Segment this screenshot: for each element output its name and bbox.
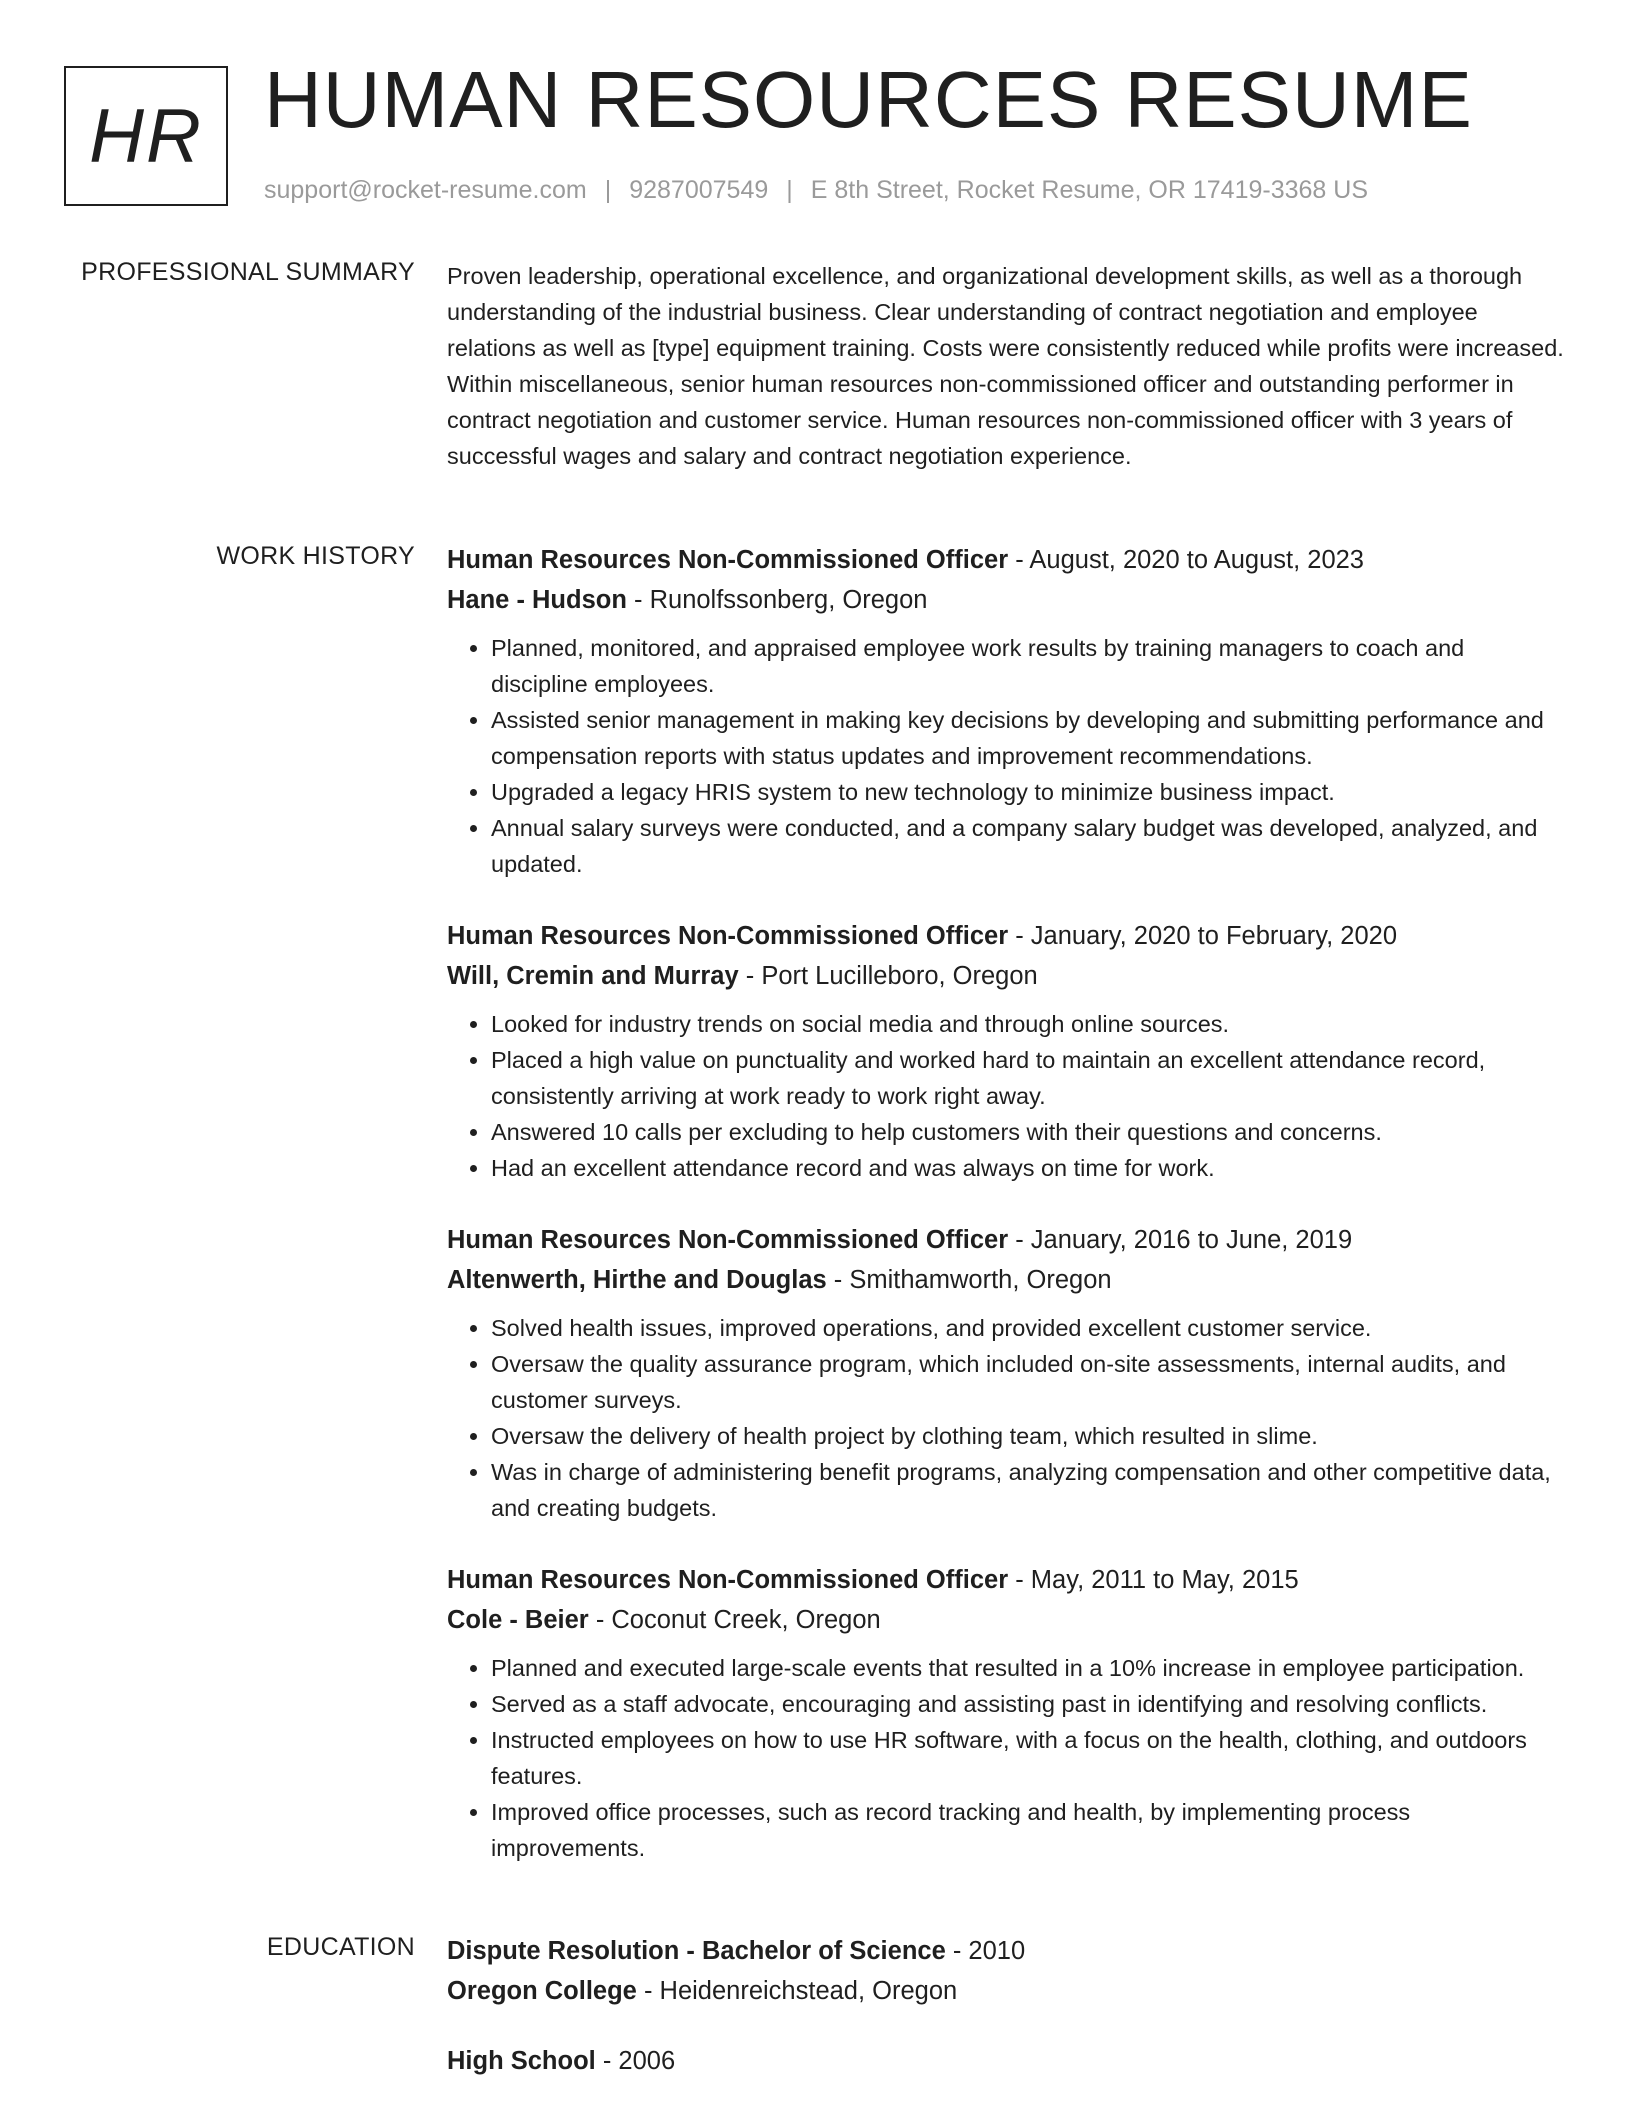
job-location: - Smithamworth, Oregon [833, 1266, 1112, 1294]
job-bullet: • Solved health issues, improved operations, and provided excellent customer service. [491, 1310, 1567, 1346]
job-entry [447, 540, 1567, 882]
degree-name: Dispute Resolution - Bachelor of Science [447, 1937, 946, 1965]
summary-text: Proven leadership, operational excellence, and organizational development skills, as well as a thorough understanding of the industrial business. Clear understanding of contract negotiation and employee relations as well as [type] equipment training. Costs were consistently reduced while profits were increased. Within miscellaneous, senior human resources non-commissioned officer and outstanding performer in contract negotiation and customer service. Human resources non-commissioned officer with 3 years of successful wages and salary and contract negotiation experience. [447, 263, 1564, 469]
job-title: Human Resources Non-Commissioned Officer [447, 1566, 1009, 1594]
work-history-body [447, 540, 1567, 1900]
contact-phone[interactable]: 9287007549 [629, 176, 769, 204]
education-body [447, 1931, 1567, 2111]
contact-address: E 8th Street, Rocket Resume, OR 17419-3368 US [810, 176, 1368, 204]
contact-line [264, 176, 1368, 205]
company-name: Cole - Beier [447, 1606, 589, 1634]
job-bullets [447, 1310, 1567, 1526]
job-bullet: • Oversaw the quality assurance program, which included on-site assessments, internal audits, and customer surveys. [491, 1346, 1567, 1418]
education-year: - 2010 [952, 1937, 1026, 1965]
resume-title: HUMAN RESOURCES RESUME [264, 55, 1473, 144]
job-bullets [447, 1006, 1567, 1186]
summary-body [447, 258, 1567, 474]
company-name: Will, Cremin and Murray [447, 962, 739, 990]
contact-separator: | [604, 176, 612, 204]
job-header [447, 540, 1567, 580]
contact-email[interactable]: support@rocket-resume.com [264, 176, 587, 204]
job-entry [447, 1560, 1567, 1866]
section-label-summary: PROFESSIONAL SUMMARY [81, 258, 415, 286]
contact-separator: | [786, 176, 793, 204]
company-name: Altenwerth, Hirthe and Douglas [447, 1266, 827, 1294]
education-entry [447, 2041, 1567, 2081]
job-bullet: • Answered 10 calls per excluding to help customers with their questions and concerns. [491, 1114, 1567, 1150]
education-degree-line [447, 2041, 1567, 2081]
job-bullet: • Placed a high value on punctuality and worked hard to maintain an excellent attendance record, consistently arriving at work ready to work right away. [491, 1042, 1567, 1114]
section-label-work-history: WORK HISTORY [216, 542, 415, 570]
job-header [447, 916, 1567, 956]
job-bullet: • Instructed employees on how to use HR software, with a focus on the health, clothing, and outdoors features. [491, 1722, 1567, 1794]
education-entry [447, 1931, 1567, 2011]
section-label-education: EDUCATION [266, 1933, 415, 1961]
job-dates: - May, 2011 to May, 2015 [1015, 1566, 1299, 1594]
job-header [447, 1220, 1567, 1260]
job-location: - Coconut Creek, Oregon [595, 1606, 881, 1634]
job-bullet: • Had an excellent attendance record and was always on time for work. [491, 1150, 1567, 1186]
job-bullet: • Looked for industry trends on social media and through online sources. [491, 1006, 1567, 1042]
job-employer [447, 1260, 1567, 1300]
job-title: Human Resources Non-Commissioned Officer [447, 1226, 1009, 1254]
job-location: - Port Lucilleboro, Oregon [745, 962, 1038, 990]
job-header [447, 1560, 1567, 1600]
job-entry [447, 1220, 1567, 1526]
job-title: Human Resources Non-Commissioned Officer [447, 546, 1009, 574]
job-dates: - January, 2020 to February, 2020 [1015, 922, 1397, 950]
job-location: - Runolfssonberg, Oregon [634, 586, 928, 614]
education-year: - 2006 [602, 2047, 676, 2075]
education-school-line [447, 1971, 1567, 2011]
job-bullet: • Improved office processes, such as record tracking and health, by implementing process improvements. [491, 1794, 1567, 1866]
job-bullet: • Planned, monitored, and appraised employee work results by training managers to coach and discipline employees. [491, 630, 1567, 702]
monogram-logo: HR [64, 66, 228, 206]
job-bullets [447, 630, 1567, 882]
job-bullet: • Was in charge of administering benefit programs, analyzing compensation and other competitive data, and creating budgets. [491, 1454, 1567, 1526]
job-bullet: • Oversaw the delivery of health project by clothing team, which resulted in slime. [491, 1418, 1567, 1454]
job-title: Human Resources Non-Commissioned Officer [447, 922, 1009, 950]
job-bullet: • Assisted senior management in making key decisions by developing and submitting performance and compensation reports with status updates and improvement recommendations. [491, 702, 1567, 774]
job-bullet: • Planned and executed large-scale events that resulted in a 10% increase in employee participation. [491, 1650, 1567, 1686]
school-location: - Heidenreichstead, Oregon [643, 1977, 958, 2005]
job-bullets [447, 1650, 1567, 1866]
job-employer [447, 956, 1567, 996]
job-entry [447, 916, 1567, 1186]
degree-name: High School [447, 2047, 596, 2075]
job-bullet: • Annual salary surveys were conducted, and a company salary budget was developed, analyzed, and updated. [491, 810, 1567, 882]
school-name: Oregon College [447, 1977, 637, 2005]
education-degree-line [447, 1931, 1567, 1971]
company-name: Hane - Hudson [447, 586, 627, 614]
job-bullet: • Served as a staff advocate, encouraging and assisting past in identifying and resolving conflicts. [491, 1686, 1567, 1722]
job-dates: - January, 2016 to June, 2019 [1015, 1226, 1353, 1254]
job-employer [447, 580, 1567, 620]
job-dates: - August, 2020 to August, 2023 [1015, 546, 1364, 574]
job-bullet: • Upgraded a legacy HRIS system to new technology to minimize business impact. [491, 774, 1567, 810]
job-employer [447, 1600, 1567, 1640]
